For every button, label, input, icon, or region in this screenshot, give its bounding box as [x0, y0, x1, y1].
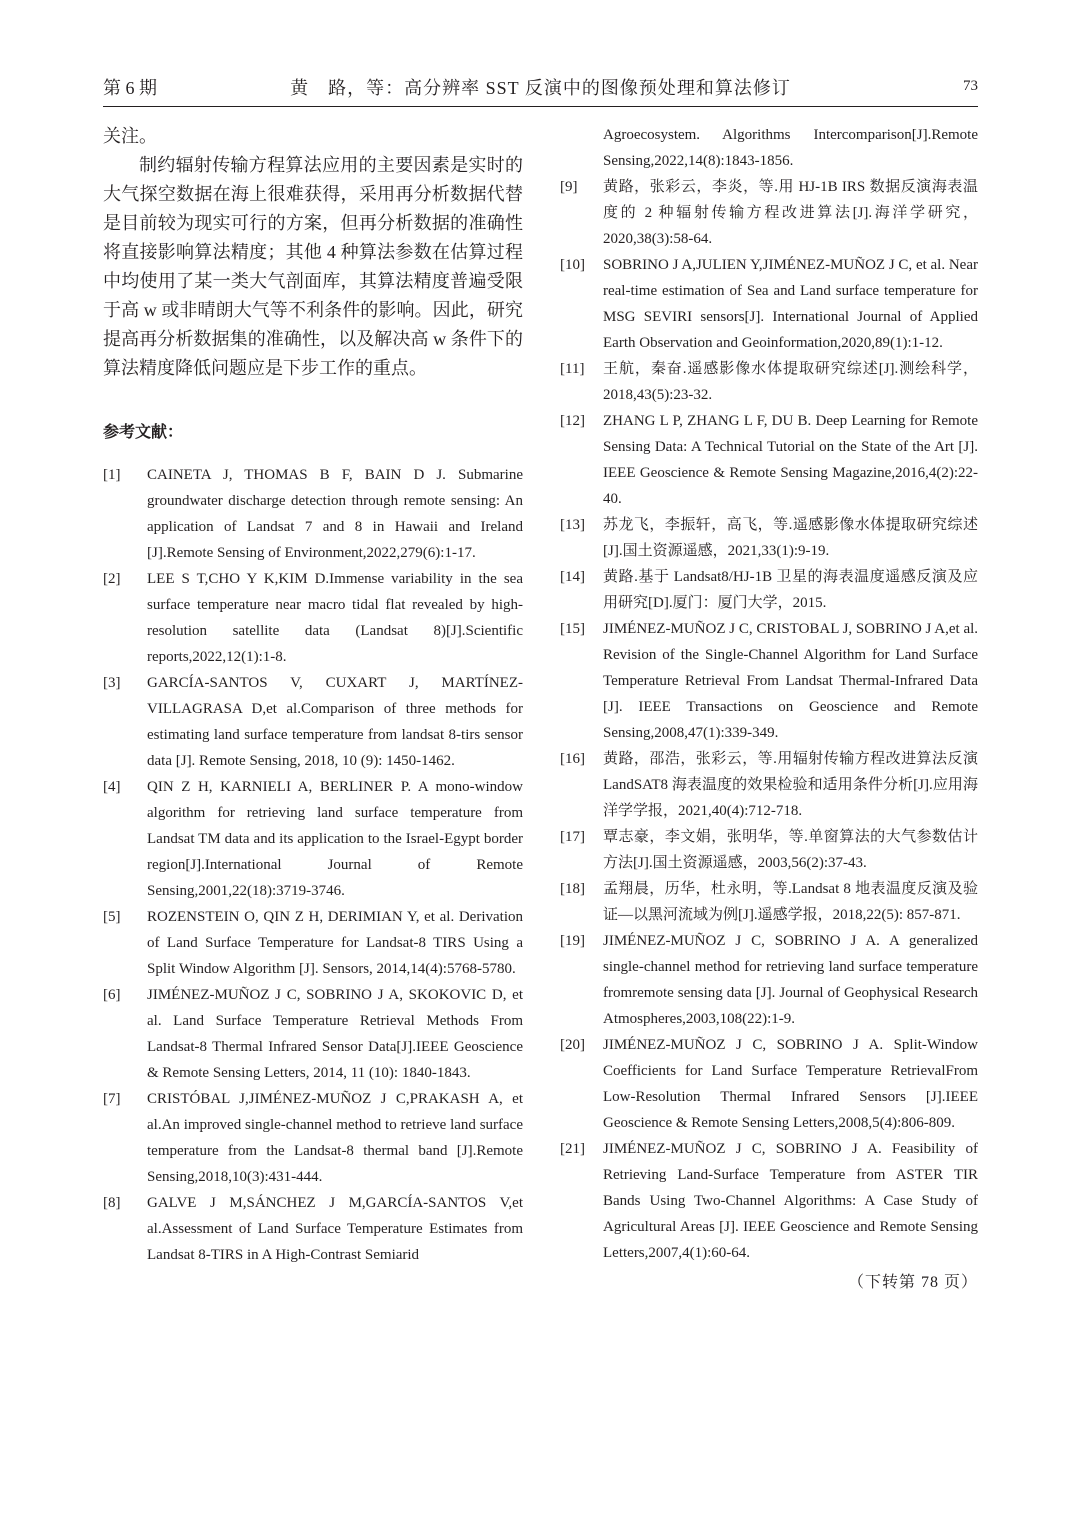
reference-text: JIMÉNEZ-MUÑOZ J C, SOBRINO J A. A generalized single-channel method for retrieving land surface temperature fromremote sensing data [J]. Journal of Geophysical Research Atmospheres,2003,108(22):1-9. — [603, 933, 978, 1027]
reference-number — [560, 122, 603, 174]
reference-text: 苏龙飞，李振轩，高飞，等.遥感影像水体提取研究综述[J].国土资源遥感，2021,33(1):9-19. — [603, 517, 978, 559]
reference-text: ROZENSTEIN O, QIN Z H, DERIMIAN Y, et al. Derivation of Land Surface Temperature for Landsat-8 TIRS Using a Split Window Algorithm [J]. Sensors, 2014,14(4):5768-5780. — [147, 909, 523, 977]
left-column — [103, 122, 523, 1268]
reference-number: [4] — [103, 779, 121, 795]
reference-text: QIN Z H, KARNIELI A, BERLINER P. A mono-window algorithm for retrieving land surface temperature from Landsat TM data and its application to the Israel-Egypt border region[J].International Journal of Remote Sensing,2001,22(18):3719-3746. — [147, 779, 523, 899]
reference-text: JIMÉNEZ-MUÑOZ J C, CRISTOBAL J, SOBRINO J A,et al. Revision of the Single-Channel Algorithm for Land Surface Temperature Retrieval From Landsat Thermal-Infrared Data [J]. IEEE Transactions on Geoscience and Remote Sensing,2008,47(1):339-349. — [603, 621, 979, 741]
right-column — [560, 122, 978, 1296]
reference-text: JIMÉNEZ-MUÑOZ J C, SOBRINO J A. Split-Window Coefficients for Land Surface Temperature RetrievalFrom Low-Resolution Thermal Infrared Sensors [J].IEEE Geoscience & Remote Sensing Letters,2008,5(4):806-809. — [603, 1037, 978, 1131]
reference-text: GALVE J M,SÁNCHEZ J M,GARCÍA-SANTOS V,et al.Assessment of Land Surface Temperature Estimates from Landsat 8-TIRS in A High-Contrast Semiarid — [147, 1195, 523, 1263]
continued-note: （下转第 78 页） — [847, 1274, 978, 1291]
reference-number: [19] — [560, 933, 585, 949]
reference-text: 覃志豪，李文娟，张明华，等.单窗算法的大气参数估计方法[J].国土资源遥感，2003,56(2):37-43. — [603, 829, 978, 871]
reference-item — [560, 876, 978, 928]
reference-item — [560, 356, 978, 408]
reference-item — [560, 1136, 978, 1266]
reference-item — [560, 616, 978, 746]
reference-item — [560, 1032, 978, 1136]
reference-text: 王航，秦奋.遥感影像水体提取研究综述[J].测绘科学，2018,43(5):23-32. — [603, 361, 978, 403]
reference-number: [6] — [103, 987, 121, 1003]
reference-item — [560, 512, 978, 564]
reference-text: Agroecosystem. Algorithms Intercomparison[J].Remote Sensing,2022,14(8):1843-1856. — [603, 127, 978, 169]
reference-number: [20] — [560, 1037, 585, 1053]
issue-label: 第 6 期 — [103, 78, 157, 98]
reference-text: GARCÍA-SANTOS V, CUXART J, MARTÍNEZ-VILLAGRASA D,et al.Comparison of three methods for estimating land surface temperature from landsat 8-tirs sensor data [J]. Remote Sensing, 2018, 10 (9): 1450-1462. — [147, 675, 523, 769]
reference-item — [560, 122, 978, 174]
reference-number: [14] — [560, 569, 585, 585]
reference-item — [560, 252, 978, 356]
paragraph-1: 关注。 — [103, 126, 157, 146]
reference-text: CAINETA J, THOMAS B F, BAIN D J. Submarine groundwater discharge detection through remote sensing: An application of Landsat 7 and 8 in Hawaii and Ireland [J].Remote Sensing of Environment,2022,279(6):1-17. — [147, 467, 523, 561]
reference-item — [103, 670, 523, 774]
reference-item — [560, 928, 978, 1032]
reference-item — [103, 1086, 523, 1190]
reference-item — [103, 1190, 523, 1268]
page-number: 73 — [963, 78, 978, 94]
reference-item — [560, 174, 978, 252]
reference-item — [560, 408, 978, 512]
reference-text: ZHANG L P, ZHANG L F, DU B. Deep Learning for Remote Sensing Data: A Technical Tutorial on the State of the Art [J]. IEEE Geoscience & Remote Sensing Magazine,2016,4(2):22-40. — [603, 413, 978, 507]
reference-text: SOBRINO J A,JULIEN Y,JIMÉNEZ-MUÑOZ J C, et al. Near real-time estimation of Sea and Land surface temperature for MSG SEVIRI sensors[J]. International Journal of Applied Earth Observation and Geoinformation,2020,89(1):1-12. — [603, 257, 978, 351]
reference-number: [13] — [560, 517, 585, 533]
reference-text: JIMÉNEZ-MUÑOZ J C, SOBRINO J A, SKOKOVIC D, et al. Land Surface Temperature Retrieval Methods From Landsat-8 Thermal Infrared Sensor Data[J].IEEE Geoscience & Remote Sensing Letters, 2014, 11 (10): 1840-1843. — [147, 987, 523, 1081]
body-text — [103, 122, 523, 383]
reference-number: [10] — [560, 257, 585, 273]
reference-number: [1] — [103, 467, 121, 483]
reference-number: [7] — [103, 1091, 121, 1107]
reference-number: [3] — [103, 675, 121, 691]
references-heading: 参考文献： — [103, 422, 184, 441]
reference-text: 孟翔晨，历华，杜永明，等.Landsat 8 地表温度反演及验证—以黑河流域为例[J].遥感学报，2018,22(5): 857-871. — [603, 881, 978, 923]
paragraph-2: 制约辐射传输方程算法应用的主要因素是实时的大气探空数据在海上很难获得，采用再分析数据代替是目前较为现实可行的方案，但再分析数据的准确性将直接影响算法精度；其他 4 种算法参数在估算过程中均使用了某一类大气剖面库，其算法精度普遍受限于高 w 或非晴朗大气等不利条件的影响。因此，研究提高再分析数据集的准确性，以及解决高 w 条件下的算法精度降低问题应是下步工作的重点。 — [103, 155, 523, 378]
page-header — [103, 66, 978, 107]
reference-number: [12] — [560, 413, 585, 429]
reference-text: JIMÉNEZ-MUÑOZ J C, SOBRINO J A. Feasibility of Retrieving Land-Surface Temperature from ASTER TIR Bands Using Two-Channel Algorithms: A Case Study of Agricultural Areas [J]. IEEE Geoscience and Remote Sensing Letters,2007,4(1):60-64. — [603, 1141, 978, 1261]
reference-number: [17] — [560, 829, 585, 845]
running-title: 黄 路，等：高分辨率 SST 反演中的图像预处理和算法修订 — [290, 78, 791, 98]
reference-text: LEE S T,CHO Y K,KIM D.Immense variability in the sea surface temperature near macro tidal flat revealed by high-resolution satellite data (Landsat 8)[J].Scientific reports,2022,12(1):1-8. — [147, 571, 523, 665]
references-list-left — [103, 462, 523, 1268]
reference-number: [2] — [103, 571, 121, 587]
reference-item — [103, 982, 523, 1086]
reference-item — [103, 566, 523, 670]
reference-item — [560, 564, 978, 616]
reference-item — [560, 746, 978, 824]
reference-number: [8] — [103, 1195, 121, 1211]
reference-item — [103, 774, 523, 904]
reference-text: CRISTÓBAL J,JIMÉNEZ-MUÑOZ J C,PRAKASH A, et al.An improved single-channel method to retrieve land surface temperature from the Landsat-8 thermal band [J].Remote Sensing,2018,10(3):431-444. — [147, 1091, 523, 1185]
reference-number: [16] — [560, 751, 585, 767]
reference-number: [21] — [560, 1141, 585, 1157]
reference-number: [11] — [560, 361, 585, 377]
reference-text: 黄路，邵浩，张彩云，等.用辐射传输方程改进算法反演 LandSAT8 海表温度的效果检验和适用条件分析[J].应用海洋学学报，2021,40(4):712-718. — [603, 751, 978, 819]
reference-number: [9] — [560, 179, 578, 195]
reference-item — [560, 824, 978, 876]
reference-number: [5] — [103, 909, 121, 925]
reference-text: 黄路，张彩云，李炎，等.用 HJ-1B IRS 数据反演海表温度的 2 种辐射传输方程改进算法[J].海洋学研究，2020,38(3):58-64. — [603, 179, 978, 247]
reference-number: [15] — [560, 621, 585, 637]
reference-item — [103, 904, 523, 982]
reference-number: [18] — [560, 881, 585, 897]
references-list-right — [560, 122, 978, 1266]
reference-text: 黄路.基于 Landsat8/HJ-1B 卫星的海表温度遥感反演及应用研究[D].厦门：厦门大学，2015. — [603, 569, 978, 611]
reference-item — [103, 462, 523, 566]
